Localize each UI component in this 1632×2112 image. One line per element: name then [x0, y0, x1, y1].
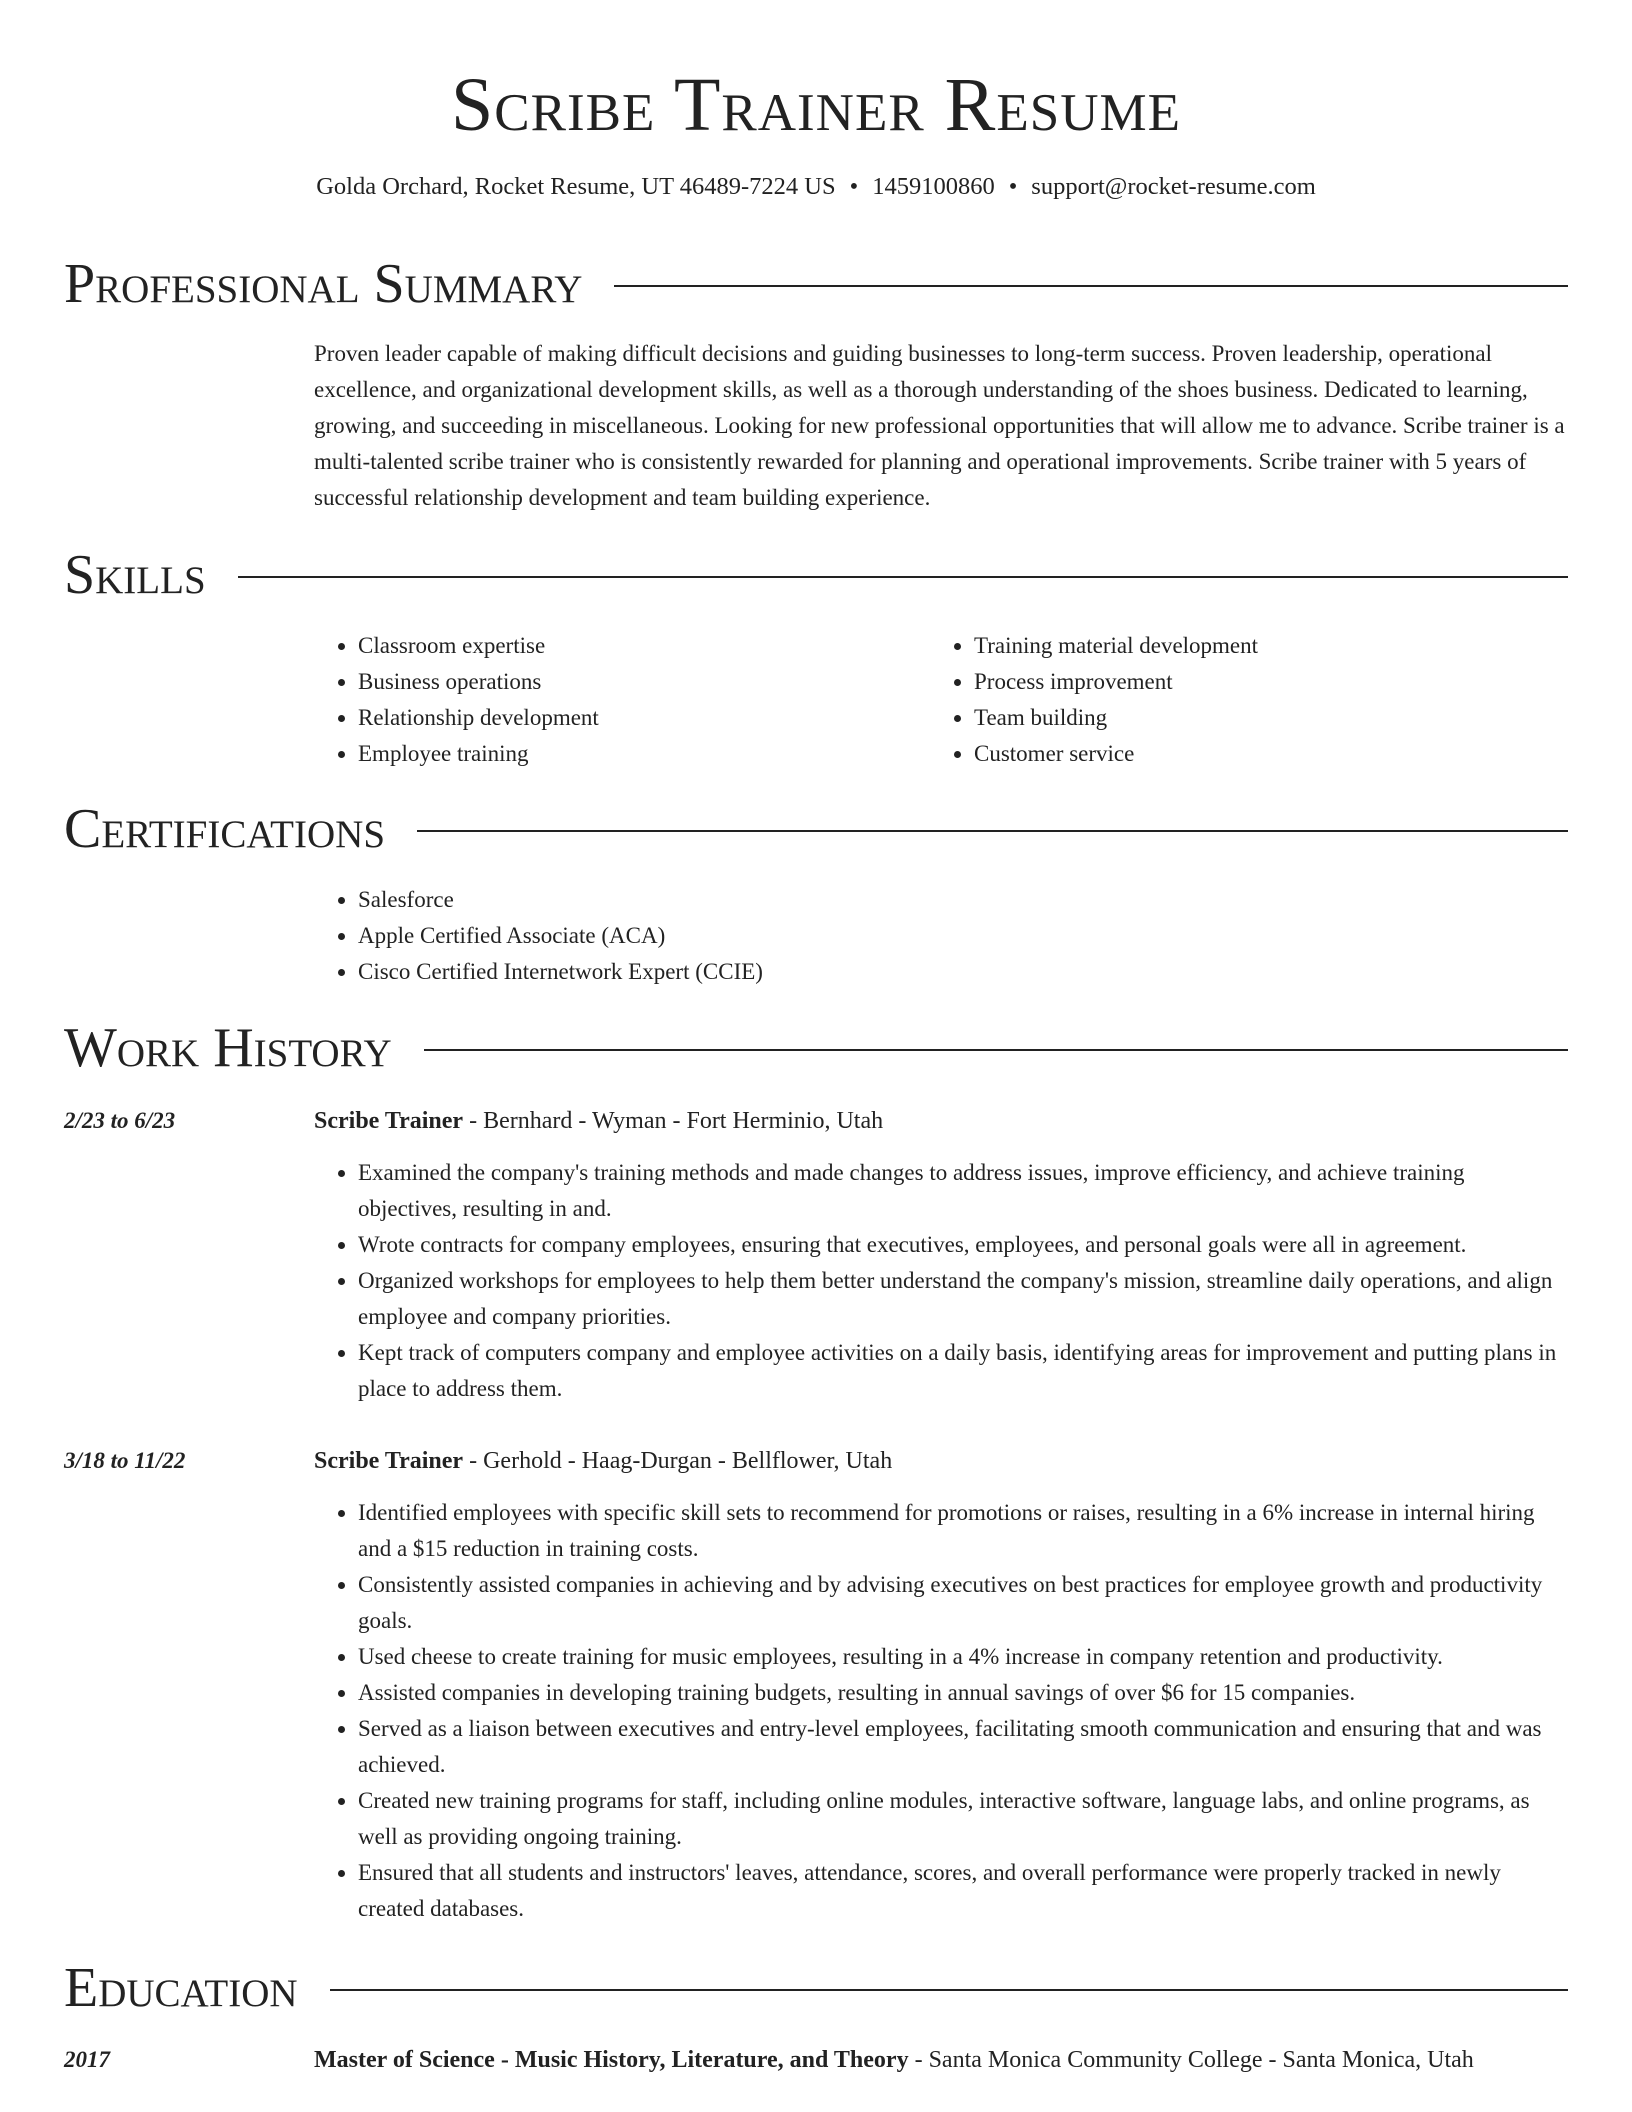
job-entry — [314, 1443, 1568, 1927]
section-divider — [417, 830, 1568, 832]
skill-item: • Employee training — [358, 736, 930, 772]
contact-email[interactable]: support@rocket-resume.com — [1031, 173, 1316, 200]
section-header-work-history — [64, 1017, 1568, 1079]
certifications-list — [314, 882, 1568, 990]
job-bullet: • Used cheese to create training for music employees, resulting in a 4% increase in company retention and productivity. — [358, 1639, 1568, 1675]
job-bullet: • Created new training programs for staff, including online modules, interactive software, language labs, and online programs, as well as providing ongoing training. — [358, 1783, 1568, 1855]
resume-page — [64, 0, 1568, 2073]
job-bullets — [314, 1155, 1568, 1407]
skills-list — [314, 628, 1568, 772]
job-heading — [314, 1103, 1568, 1139]
section-title: Education — [64, 1957, 298, 2019]
education-heading — [314, 2042, 1568, 2078]
section-header-skills — [64, 544, 1568, 606]
job-bullet: • Consistently assisted companies in achieving and by advising executives on best practices for employee growth and productivity goals. — [358, 1567, 1568, 1639]
job-employer-location: - Gerhold - Haag-Durgan - Bellflower, Utah — [463, 1448, 893, 1474]
skill-item: • Customer service — [974, 736, 1546, 772]
job-bullet: • Wrote contracts for company employees, ensuring that executives, employees, and personal goals were all in agreement. — [358, 1227, 1568, 1263]
summary-text: Proven leader capable of making difficult decisions and guiding businesses to long-term success. Proven leadership, operational excellence, and organizational development skills, as well as a thorough understanding of the shoes business. Dedicated to learning, growing, and succeeding in miscellaneous. Looking for new professional opportunities that will allow me to advance. Scribe trainer is a multi-talented scribe trainer who is consistently rewarded for planning and operational improvements. Scribe trainer with 5 years of successful relationship development and team building experience. — [314, 341, 1565, 510]
contact-line — [64, 172, 1568, 202]
skill-item: • Relationship development — [358, 700, 930, 736]
education-degree: Master of Science - Music History, Literature, and Theory — [314, 2047, 909, 2073]
job-bullet: • Identified employees with specific skill sets to recommend for promotions or raises, resulting in a 6% increase in internal hiring and a $15 reduction in training costs. — [358, 1495, 1568, 1567]
skills-column-left — [314, 628, 930, 772]
job-bullet: • Examined the company's training methods and made changes to address issues, improve efficiency, and achieve training objectives, resulting in and. — [358, 1155, 1568, 1227]
skill-item: • Team building — [974, 700, 1546, 736]
job-title: Scribe Trainer — [314, 1448, 464, 1474]
certification-item: • Cisco Certified Internetwork Expert (CCIE) — [358, 954, 1568, 990]
job-dates: 3/18 to 11/22 — [64, 1448, 186, 1473]
job-bullet: • Ensured that all students and instructors' leaves, attendance, scores, and overall performance were properly tracked in newly created databases. — [358, 1855, 1568, 1927]
certification-item: • Salesforce — [358, 882, 1568, 918]
section-divider — [330, 1989, 1568, 1991]
job-bullet: • Kept track of computers company and employee activities on a daily basis, identifying areas for improvement and putting plans in place to address them. — [358, 1335, 1568, 1407]
section-header-summary — [64, 253, 1568, 315]
section-divider — [424, 1049, 1568, 1051]
contact-separator: • — [1008, 173, 1018, 200]
job-heading — [314, 1443, 1568, 1479]
job-bullet: • Served as a liaison between executives and entry-level employees, facilitating smooth communication and ensuring that and was achieved. — [358, 1711, 1568, 1783]
section-divider — [238, 576, 1568, 578]
skill-item: • Classroom expertise — [358, 628, 930, 664]
section-title: Work History — [64, 1017, 392, 1079]
skills-column-right — [930, 628, 1546, 772]
certification-item: • Apple Certified Associate (ACA) — [358, 918, 1568, 954]
education-entry — [314, 2042, 1568, 2078]
job-bullet: • Assisted companies in developing training budgets, resulting in annual savings of over $6 for 15 companies. — [358, 1675, 1568, 1711]
section-divider — [614, 285, 1568, 287]
skill-item: • Process improvement — [974, 664, 1546, 700]
contact-phone: 1459100860 — [872, 173, 995, 200]
section-title: Certifications — [64, 798, 386, 860]
contact-separator: • — [849, 173, 859, 200]
job-employer-location: - Bernhard - Wyman - Fort Herminio, Utah — [463, 1108, 884, 1134]
section-title: Professional Summary — [64, 253, 583, 315]
section-title: Skills — [64, 544, 206, 606]
education-year: 2017 — [64, 2047, 110, 2072]
job-dates: 2/23 to 6/23 — [64, 1108, 176, 1133]
skill-item: • Business operations — [358, 664, 930, 700]
contact-address: Golda Orchard, Rocket Resume, UT 46489-7224 US — [316, 173, 836, 200]
section-header-education — [64, 1957, 1568, 2019]
job-bullets — [314, 1495, 1568, 1927]
education-school-location: - Santa Monica Community College - Santa Monica, Utah — [908, 2047, 1474, 2073]
resume-title: Scribe Trainer Resume — [451, 63, 1181, 147]
skill-item: • Training material development — [974, 628, 1546, 664]
job-entry — [314, 1103, 1568, 1407]
job-title: Scribe Trainer — [314, 1108, 464, 1134]
section-header-certifications — [64, 798, 1568, 860]
job-bullet: • Organized workshops for employees to help them better understand the company's mission, streamline daily operations, and align employee and company priorities. — [358, 1263, 1568, 1335]
